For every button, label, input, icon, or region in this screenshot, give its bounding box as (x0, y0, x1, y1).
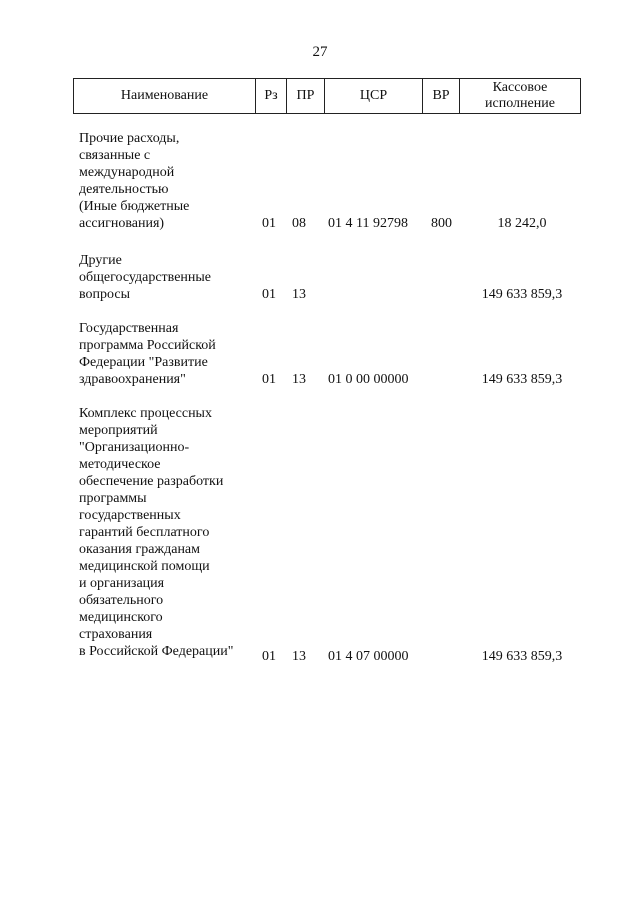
row-name: Государственная программа Российской Федерации "Развитие здравоохранения" (79, 321, 216, 387)
row-vr: 800 (431, 216, 452, 231)
header-csr: ЦСР (324, 79, 422, 113)
row-name: Другие общегосударственные вопросы (79, 253, 212, 302)
row-sum: 18 242,0 (497, 216, 547, 231)
row-csr: 01 4 07 00000 (328, 649, 409, 664)
row-pr: 13 (292, 649, 306, 664)
row-rz: 01 (262, 216, 276, 231)
page-number: 27 (312, 44, 328, 60)
row-sum: 149 633 859,3 (481, 287, 563, 302)
row-csr: 01 4 11 92798 (328, 216, 408, 231)
row-rz: 01 (262, 649, 276, 664)
header-name: Наименование (120, 88, 209, 103)
row-sum: 149 633 859,3 (481, 372, 563, 387)
table-header (73, 78, 581, 114)
row-name: Прочие расходы, связанные с международной деятельностью (Иные бюджетные ассигнования) (79, 131, 190, 231)
header-pr: ПР (286, 79, 324, 113)
row-pr: 13 (292, 287, 306, 302)
row-name: Комплекс процессных мероприятий "Организационно- методическое обеспечение разработки программы государственных гарантий бесплатного оказания гражданам медицинской помощи и организация обязательного медицинского страхования в Российской Федерации" (79, 406, 234, 659)
row-sum: 149 633 859,3 (481, 649, 563, 664)
row-rz: 01 (262, 372, 276, 387)
row-rz: 01 (262, 287, 276, 302)
row-pr: 08 (292, 216, 306, 231)
row-csr: 01 0 00 00000 (328, 372, 409, 387)
row-pr: 13 (292, 372, 306, 387)
header-vr: ВР (422, 79, 459, 113)
header-kass: Кассовое исполнение (459, 79, 580, 113)
header-rz: Рз (255, 79, 286, 113)
